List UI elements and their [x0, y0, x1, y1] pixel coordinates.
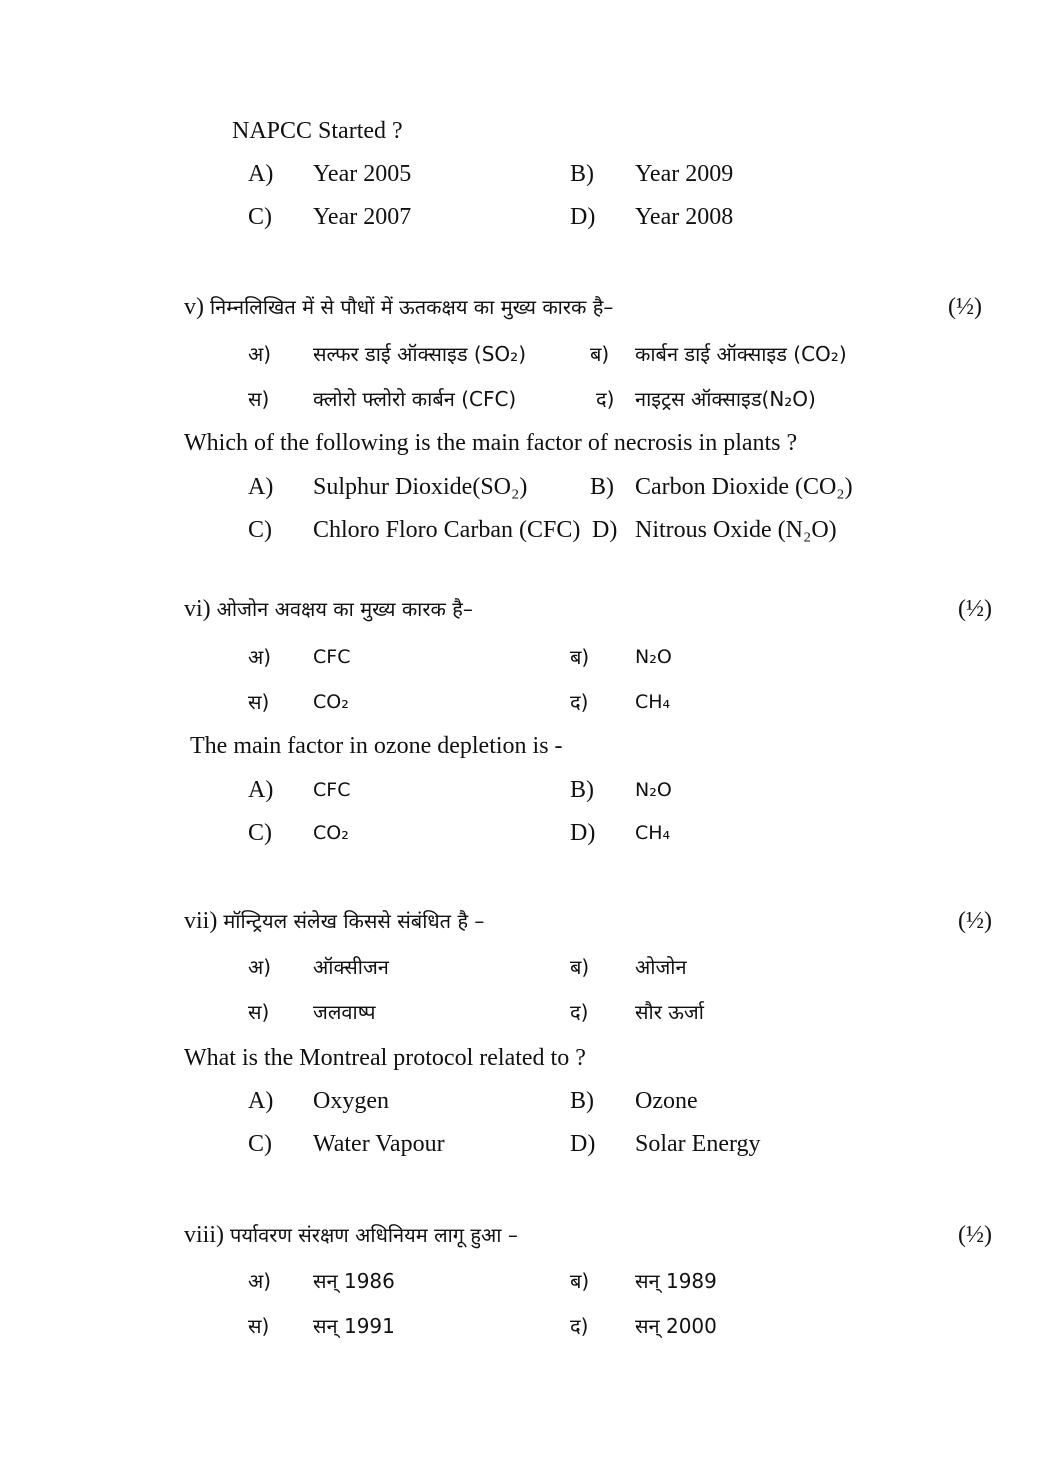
- q7-en-opt-c-text: Water Vapour: [313, 1131, 445, 1157]
- q6-hi-opt-d-label: द): [570, 690, 589, 714]
- q7-hi-opt-a-text: ऑक्सीजन: [313, 955, 389, 979]
- question-number: vii): [184, 908, 218, 934]
- q8-hi-opt-d-text: सन् 2000: [635, 1314, 717, 1338]
- q6-hi-opt-b-label: ब): [570, 645, 590, 669]
- question-text-hindi: मॉन्ट्रियल संलेख किससे संबंधित है –: [223, 909, 485, 933]
- q5-hi-opt-c-text: क्लोरो फ्लोरो कार्बन (CFC): [313, 387, 517, 411]
- q6-en-opt-d-text: CH₄: [635, 822, 671, 844]
- q4-opt-a-text: Year 2005: [313, 161, 412, 187]
- q6-hi-opt-c-label: स): [248, 690, 270, 714]
- q5-hi-opt-b-label: ब): [590, 342, 610, 366]
- q4-opt-b-label: B): [570, 161, 594, 187]
- question-6-hindi: [184, 594, 473, 624]
- question-7-marks: (½): [958, 908, 992, 934]
- q7-en-opt-b-text: Ozone: [635, 1088, 698, 1114]
- question-8-marks: (½): [958, 1222, 992, 1248]
- q6-hi-opt-b-text: N₂O: [635, 646, 672, 668]
- q6-en-opt-b-text: N₂O: [635, 779, 672, 801]
- q7-en-opt-a-label: A): [248, 1088, 274, 1114]
- q8-hi-opt-b-text: सन् 1989: [635, 1269, 717, 1293]
- q7-en-opt-d-label: D): [570, 1131, 596, 1157]
- q6-en-opt-d-label: D): [570, 820, 596, 846]
- question-8-hindi: [184, 1220, 518, 1250]
- q6-hi-opt-c-text: CO₂: [313, 691, 349, 713]
- q5-hi-opt-c-label: स): [248, 387, 270, 411]
- question-text-hindi: ओजोन अवक्षय का मुख्य कारक है–: [216, 597, 473, 621]
- q5-hi-opt-b-text: कार्बन डाई ऑक्साइड (CO₂): [635, 342, 847, 366]
- q7-hi-opt-b-text: ओजोन: [635, 955, 687, 979]
- q5-en-opt-d-text: Nitrous Oxide (N₂O): [635, 517, 837, 543]
- q7-hi-opt-d-text: सौर ऊर्जा: [635, 1000, 704, 1024]
- q4-opt-c-text: Year 2007: [313, 204, 412, 230]
- q7-hi-opt-c-text: जलवाष्प: [313, 1000, 376, 1024]
- q5-hi-opt-a-text: सल्फर डाई ऑक्साइड (SO₂): [313, 342, 526, 366]
- q8-hi-opt-a-text: सन् 1986: [313, 1269, 395, 1293]
- q7-hi-opt-c-label: स): [248, 1000, 270, 1024]
- q5-en-opt-a-text: Sulphur Dioxide(SO₂): [313, 474, 528, 500]
- q4-opt-b-text: Year 2009: [635, 161, 734, 187]
- q5-hi-opt-d-label: द): [596, 387, 615, 411]
- q6-en-opt-a-text: CFC: [313, 779, 351, 801]
- question-6-marks: (½): [958, 596, 992, 622]
- q6-en-opt-c-label: C): [248, 820, 272, 846]
- q5-en-opt-c-text: Chloro Floro Carban (CFC): [313, 517, 581, 543]
- question-6-english: The main factor in ozone depletion is -: [190, 733, 563, 759]
- q4-opt-a-label: A): [248, 161, 274, 187]
- q7-hi-opt-a-label: अ): [248, 955, 272, 979]
- question-number: vi): [184, 596, 211, 622]
- q4-opt-d-text: Year 2008: [635, 204, 734, 230]
- q8-hi-opt-d-label: द): [570, 1314, 589, 1338]
- question-5-hindi: [184, 292, 613, 322]
- question-text-hindi: पर्यावरण संरक्षण अधिनियम लागू हुआ –: [230, 1223, 518, 1247]
- q6-hi-opt-a-text: CFC: [313, 646, 351, 668]
- q7-en-opt-a-text: Oxygen: [313, 1088, 389, 1114]
- q5-en-opt-b-label: B): [590, 474, 614, 500]
- question-7-hindi: [184, 906, 484, 936]
- q6-en-opt-c-text: CO₂: [313, 822, 349, 844]
- q7-en-opt-d-text: Solar Energy: [635, 1131, 761, 1157]
- q5-en-opt-c-label: C): [248, 517, 272, 543]
- question-4-en-tail: NAPCC Started ?: [232, 118, 403, 144]
- q8-hi-opt-a-label: अ): [248, 1269, 272, 1293]
- q8-hi-opt-c-text: सन् 1991: [313, 1314, 395, 1338]
- q6-hi-opt-d-text: CH₄: [635, 691, 671, 713]
- question-number: viii): [184, 1222, 224, 1248]
- q6-en-opt-b-label: B): [570, 777, 594, 803]
- q8-hi-opt-b-label: ब): [570, 1269, 590, 1293]
- q5-hi-opt-d-text: नाइट्रस ऑक्साइड(N₂O): [635, 387, 816, 411]
- q6-en-opt-a-label: A): [248, 777, 274, 803]
- q5-hi-opt-a-label: अ): [248, 342, 272, 366]
- question-5-english: Which of the following is the main factor of necrosis in plants ?: [184, 430, 798, 456]
- q8-hi-opt-c-label: स): [248, 1314, 270, 1338]
- question-text-hindi: निम्नलिखित में से पौधों में ऊतकक्षय का मुख्य कारक है–: [210, 295, 614, 319]
- q4-opt-c-label: C): [248, 204, 272, 230]
- q7-hi-opt-b-label: ब): [570, 955, 590, 979]
- q6-hi-opt-a-label: अ): [248, 645, 272, 669]
- q5-en-opt-b-text: Carbon Dioxide (CO₂): [635, 474, 853, 500]
- q7-en-opt-c-label: C): [248, 1131, 272, 1157]
- question-7-english: What is the Montreal protocol related to ?: [184, 1045, 586, 1071]
- question-number: v): [184, 294, 204, 320]
- q4-opt-d-label: D): [570, 204, 596, 230]
- q5-en-opt-a-label: A): [248, 474, 274, 500]
- q5-en-opt-d-label: D): [592, 517, 618, 543]
- q7-hi-opt-d-label: द): [570, 1000, 589, 1024]
- question-5-marks: (½): [948, 294, 982, 320]
- q7-en-opt-b-label: B): [570, 1088, 594, 1114]
